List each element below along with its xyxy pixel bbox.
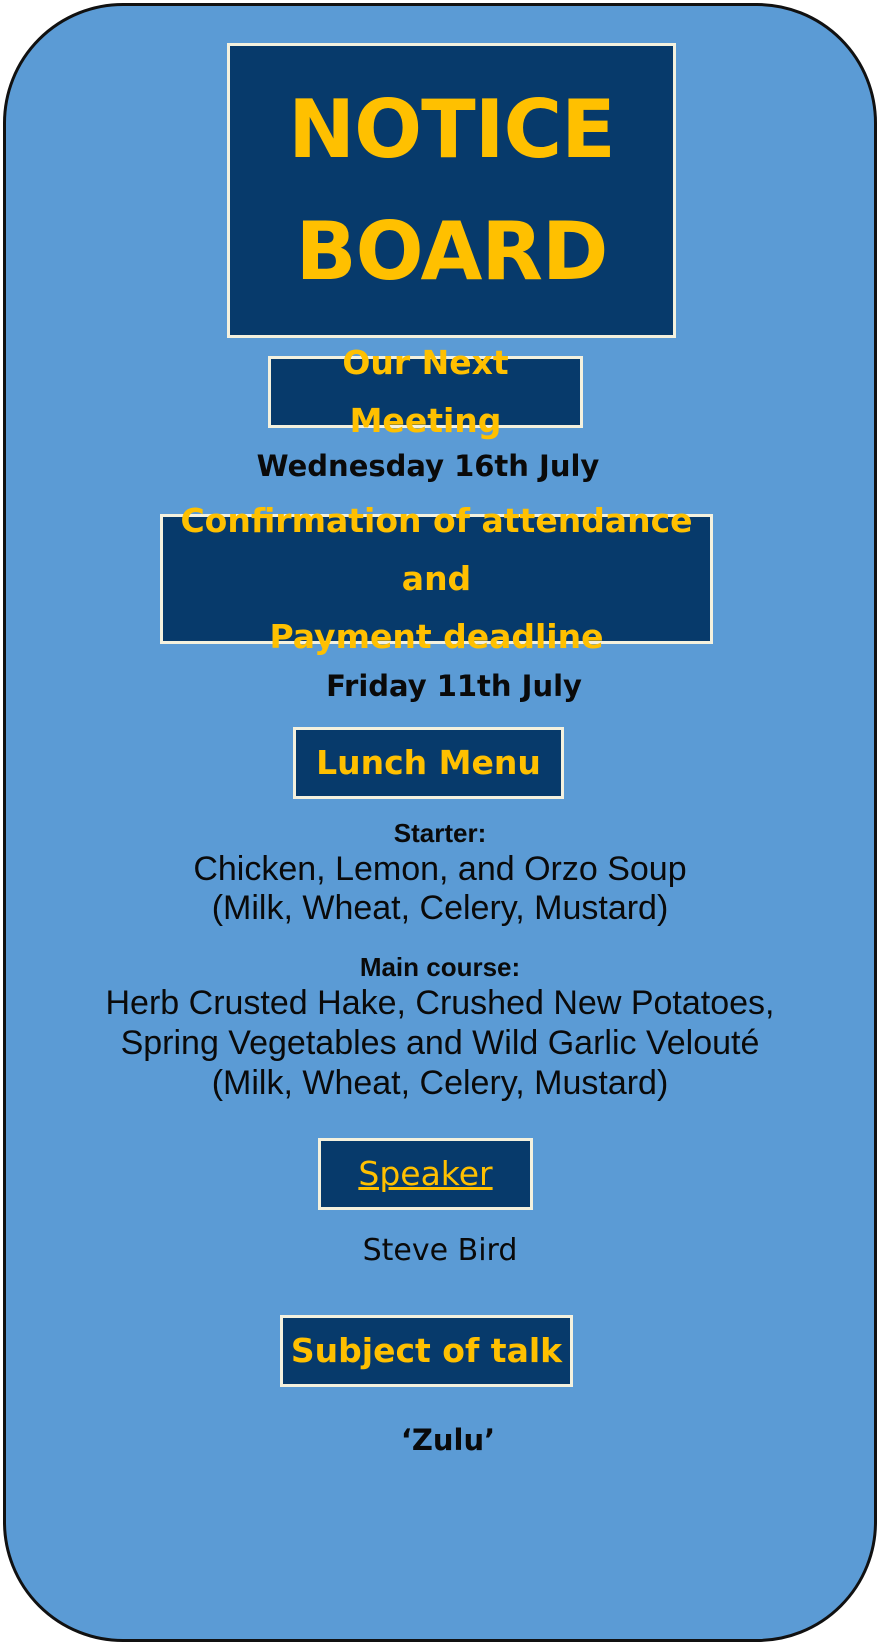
main-course-line1: Herb Crusted Hake, Crushed New Potatoes, bbox=[105, 984, 775, 1022]
speaker-name: Steve Bird bbox=[362, 1233, 518, 1268]
talk-subject-heading bbox=[280, 1315, 573, 1387]
starter-dish: Chicken, Lemon, and Orzo Soup bbox=[193, 850, 687, 888]
confirmation-heading-line2: Payment deadline bbox=[269, 617, 604, 656]
talk-subject-heading-text: Subject of talk bbox=[290, 1331, 563, 1370]
main-course-label: Main course: bbox=[359, 952, 521, 982]
confirmation-heading bbox=[160, 501, 713, 656]
talk-subject: ‘Zulu’ bbox=[400, 1423, 496, 1457]
page-title bbox=[227, 43, 676, 338]
main-course-line2: Spring Vegetables and Wild Garlic Velouté bbox=[120, 1024, 760, 1062]
speaker-heading[interactable] bbox=[318, 1138, 533, 1210]
main-course-allergens: (Milk, Wheat, Celery, Mustard) bbox=[211, 1064, 669, 1102]
next-meeting-heading bbox=[268, 343, 583, 440]
confirmation-heading-line1: Confirmation of attendance and bbox=[180, 501, 693, 598]
starter-allergens: (Milk, Wheat, Celery, Mustard) bbox=[211, 889, 669, 927]
next-meeting-date: Wednesday 16th July bbox=[256, 449, 600, 483]
title-line-board: BOARD bbox=[295, 204, 608, 298]
notice-board bbox=[3, 3, 877, 1642]
starter-label: Starter: bbox=[393, 818, 487, 848]
confirmation-date: Friday 11th July bbox=[326, 669, 582, 703]
lunch-menu-heading-text: Lunch Menu bbox=[316, 743, 541, 782]
speaker-link[interactable]: Speaker bbox=[358, 1154, 493, 1193]
lunch-menu-heading bbox=[293, 727, 564, 799]
title-line-notice: NOTICE bbox=[288, 82, 615, 176]
next-meeting-heading-text: Our Next Meeting bbox=[342, 343, 509, 440]
